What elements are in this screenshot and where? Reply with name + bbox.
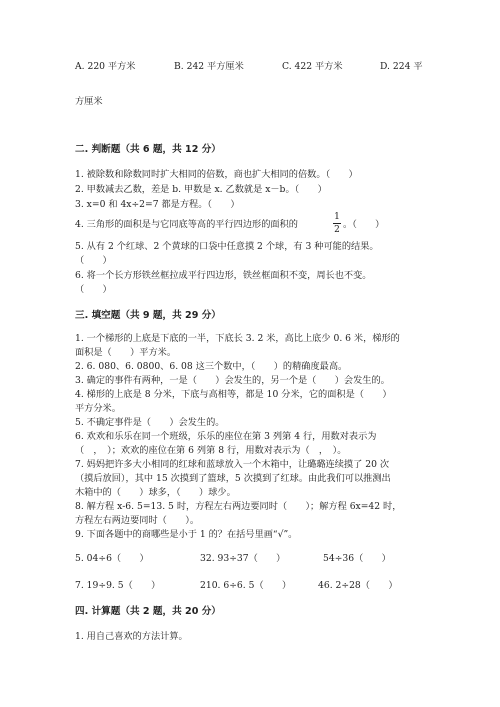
fraction-numerator: 1: [334, 212, 340, 222]
judgement-q2: 2. 甲数减去乙数，差是 b. 甲数是 x. 乙数就是 x－b。（ ）: [75, 184, 327, 195]
section-title-judgement: 二. 判断题（共 6 题，共 12 分）: [75, 144, 221, 155]
fill-q9: 9. 下面各题中的商哪些是小于 1 的？在括号里画“√”。: [75, 529, 298, 540]
section-title-fill-in: 三. 填空题（共 9 题，共 29 分）: [75, 310, 221, 321]
fill-q1-line1: 1. 一个梯形的上底是下底的一半，下底长 3. 2 米，高比上底少 0. 6 米，梯形的: [75, 333, 400, 344]
fill-q5: 5. 不确定事件是（ ）会发生的。: [75, 417, 225, 428]
fill-q6-line2: （ ， ）；欢欢的座位在第 6 列第 8 行，用数对表示为（ ， ）。: [75, 445, 347, 456]
option-a: A. 220 平方米: [75, 61, 136, 72]
judgement-q4-blank: 。（ ）: [343, 219, 385, 230]
fraction-bar: [333, 223, 341, 224]
division-item: 7. 19÷9. 5（ ）: [75, 580, 161, 591]
fill-q8-line1: 8. 解方程 x-6. 5=13. 5 时，方程左右两边要同时（ ）；解方程 6x=42 时，: [75, 501, 402, 512]
fill-q1-line2: 面积是（ ）平方米。: [75, 347, 177, 358]
division-item: 54÷36（ ）: [323, 553, 391, 564]
option-d: D. 224 平: [380, 61, 423, 72]
option-c: C. 422 平方米: [282, 61, 343, 72]
fill-q7-line1: 7. 妈妈把许多大小相同的红球和蓝球放入一个木箱中，让璐璐连续摸了 20 次: [75, 459, 390, 470]
option-b: B. 242 平方厘米: [174, 61, 244, 72]
fraction-denominator: 2: [334, 225, 340, 235]
fill-q7-line2: （摸后放回），其中 15 次摸到了篮球，5 次摸到了红球。由此我们可以推测出: [75, 473, 391, 484]
judgement-q5-line1: 5. 从有 2 个红球、2 个黄球的口袋中任意摸 2 个球，有 3 种可能的结果。: [75, 241, 379, 252]
calc-q1: 1. 用自己喜欢的方法计算。: [75, 631, 188, 642]
division-item: 210. 6÷6. 5（ ）: [200, 580, 292, 591]
division-item: 32. 93÷37（ ）: [200, 553, 286, 564]
judgement-q6-line2: （ ）: [75, 284, 112, 295]
judgement-q1: 1. 被除数和除数同时扩大相同的倍数，商也扩大相同的倍数。（ ）: [75, 169, 358, 180]
fill-q3: 3. 确定的事件有两种，一是（ ）会发生的，另一个是（ ）会发生的。: [75, 375, 390, 386]
fill-q7-line3: 木箱中的（ ）球多，（ ）球少。: [75, 487, 236, 498]
judgement-q3: 3. x=0 和 4x÷2=7 都是方程。（ ）: [75, 199, 240, 210]
fill-q4-line2: 平方分米。: [75, 403, 121, 414]
fill-q2: 2. 6. 080、6. 0800、6. 08 这三个数中，（ ）的精确度最高。: [75, 361, 348, 372]
section-title-calculation: 四. 计算题（共 2 题，共 20 分）: [75, 606, 221, 617]
judgement-q6-line1: 6. 将一个长方形铁丝框拉成平行四边形，铁丝框面积不变，周长也不变。: [75, 270, 372, 281]
fill-q4-line1: 4. 梯形的上底是 8 分米，下底与高相等，都是 10 分米，它的面积是（ ）: [75, 389, 392, 400]
judgement-q5-line2: （ ）: [75, 255, 112, 266]
fill-q6-line1: 6. 欢欢和乐乐在同一个班级，乐乐的座位在第 3 列第 4 行，用数对表示为: [75, 431, 377, 442]
judgement-q4-text: 4. 三角形的面积是与它同底等高的平行四边形的面积的: [75, 219, 298, 230]
fill-q8-line2: 方程左右两边要同时（ ）。: [75, 515, 200, 526]
division-item: 46. 2÷28（ ）: [318, 580, 398, 591]
option-d-continued: 方厘米: [75, 96, 103, 107]
division-item: 5. 04÷6（ ）: [75, 553, 149, 564]
